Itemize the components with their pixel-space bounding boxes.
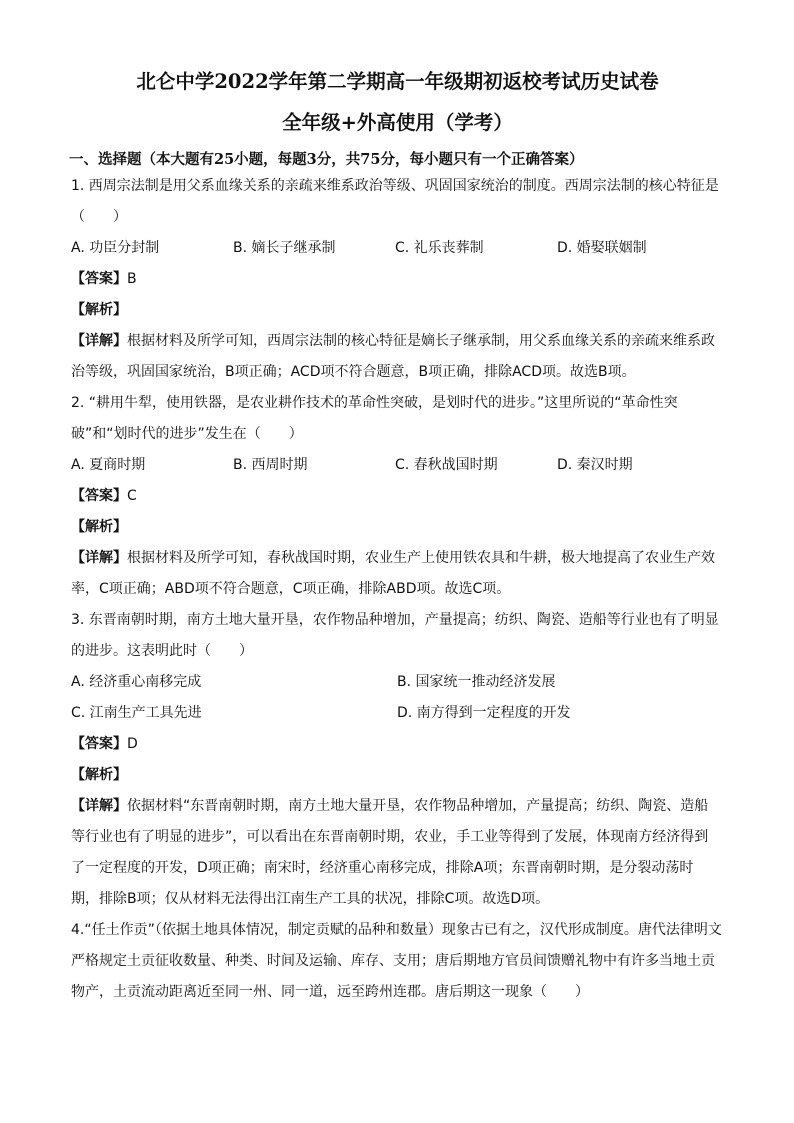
- document-title: 北仑中学2022学年第二学期高一年级期初返校考试历史试卷: [136, 70, 659, 93]
- analysis-label: 【解析】: [71, 519, 127, 535]
- analysis-line: [71, 295, 724, 326]
- analysis-label: 【解析】: [71, 302, 127, 318]
- answer-value: B: [127, 271, 137, 287]
- detail-label: 【详解】: [71, 333, 127, 349]
- question-stem-line: （ ）: [71, 209, 127, 225]
- detail-line: 等行业也有了明显的进步”，可以看出在东晋南朝时期，农业，手工业等得到了发展，体现南方经济得到: [71, 829, 709, 845]
- answer-label: 【答案】: [71, 736, 127, 752]
- options-row: [71, 233, 724, 264]
- detail-paragraph: [71, 543, 724, 574]
- detail-line: 依据材料“东晋南朝时期，南方土地大量开垦，农作物品种增加，产量提高；纺织、陶瓷、造船: [127, 798, 709, 814]
- option-a: A. 经济重心南移完成: [71, 674, 202, 690]
- question-stem-line: 1. 西周宗法制是用父系血缘关系的亲疏来维系政治等级、巩固国家统治的制度。西周宗法制的核心特征是: [71, 178, 719, 194]
- detail-line: 率，C项正确；ABD项不符合题意，C项正确，排除ABD项。故选C项。: [71, 581, 511, 597]
- question-stem-line: 4.“任土作贡”（依据土地具体情况，制定贡赋的品种和数量）现象古已有之，汉代形成制度。唐代法律明文: [71, 922, 722, 938]
- options-row: [71, 667, 724, 698]
- detail-line: 了一定程度的开发，D项正确；南宋时，经济重心南移完成，排除A项；东晋南朝时期，是分裂动荡时: [71, 860, 694, 876]
- analysis-line: [71, 760, 724, 791]
- option-a: A. 夏商时期: [71, 457, 146, 473]
- question-stem-line: 2. “耕用牛犁，使用铁器，是农业耕作技术的革命性突破，是划时代的进步。”这里所说的“革命性突: [71, 395, 678, 411]
- question-2: [71, 388, 724, 605]
- answer-value: D: [127, 736, 138, 752]
- question-stem-line: 3. 东晋南朝时期，南方土地大量开垦，农作物品种增加，产量提高；纺织、陶瓷、造船等行业也有了明显: [71, 612, 719, 628]
- option-d: D. 婚娶联姻制: [557, 240, 647, 256]
- option-c: C. 春秋战国时期: [395, 457, 498, 473]
- detail-label: 【详解】: [71, 550, 127, 566]
- question-1: [71, 171, 724, 388]
- detail-line: 期，排除B项；仅从材料无法得出江南生产工具的状况，排除C项。故选D项。: [71, 891, 550, 907]
- detail-line: 治等级，巩固国家统治，B项正确；ACD项不符合题意，B项正确，排除ACD项。故选B项。: [71, 364, 636, 380]
- option-c: C. 江南生产工具先进: [71, 705, 202, 721]
- answer-value: C: [127, 488, 137, 504]
- options-row: [71, 450, 724, 481]
- option-b: B. 国家统一推动经济发展: [397, 674, 556, 690]
- detail-line: 根据材料及所学可知，西周宗法制的核心特征是嫡长子继承制，用父系血缘关系的亲疏来维系政: [127, 333, 715, 349]
- answer-line: [71, 264, 724, 295]
- detail-paragraph: [71, 791, 724, 822]
- option-c: C. 礼乐丧葬制: [395, 240, 484, 256]
- question-4: [71, 915, 724, 1008]
- answer-line: [71, 481, 724, 512]
- question-stem-line: 的进步。这表明此时（ ）: [71, 643, 253, 659]
- answer-label: 【答案】: [71, 488, 127, 504]
- detail-label: 【详解】: [71, 798, 127, 814]
- question-stem-line: 严格规定土贡征收数量、种类、时间及运输、库存、支用；唐后期地方官员间馈赠礼物中有许多当地土贡: [71, 953, 715, 969]
- answer-label: 【答案】: [71, 271, 127, 287]
- analysis-line: [71, 512, 724, 543]
- answer-line: [71, 729, 724, 760]
- options-row: [71, 698, 724, 729]
- option-d: D. 秦汉时期: [557, 457, 633, 473]
- question-3: [71, 605, 724, 915]
- document-subtitle: 全年级+外高使用（学考）: [282, 111, 513, 134]
- detail-line: 根据材料及所学可知，春秋战国时期，农业生产上使用铁农具和牛耕，极大地提高了农业生产效: [127, 550, 715, 566]
- option-a: A. 功臣分封制: [71, 240, 160, 256]
- option-b: B. 嫡长子继承制: [233, 240, 336, 256]
- question-stem-line: 破”和“划时代的进步”发生在（ ）: [71, 426, 303, 442]
- detail-paragraph: [71, 326, 724, 357]
- section-heading: 一、选择题（本大题有25小题，每题3分，共75分，每小题只有一个正确答案）: [69, 151, 584, 168]
- option-d: D. 南方得到一定程度的开发: [397, 705, 571, 721]
- option-b: B. 西周时期: [233, 457, 308, 473]
- analysis-label: 【解析】: [71, 767, 127, 783]
- question-stem-line: 物产，土贡流动距离近至同一州、同一道，远至跨州连郡。唐后期这一现象（ ）: [71, 984, 589, 1000]
